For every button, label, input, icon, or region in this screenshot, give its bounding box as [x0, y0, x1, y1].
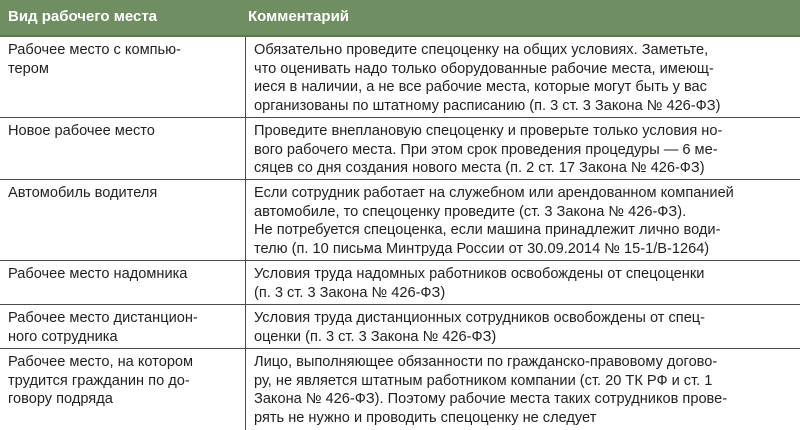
table-row	[0, 305, 800, 349]
comment-cell: Если сотрудник работает на служебном или арендованном компанией автомобиле, то спецоценку проведите (ст. 3 Закона № 426-ФЗ). Не потребуется спецоценка, если машина принадлежит лично води- телю (п. 10 письма Минтруда России от 30.09.2014 № 15-1/В-1264)	[254, 185, 734, 257]
table-row	[0, 37, 800, 118]
table-row	[0, 261, 800, 305]
comment-cell: Обязательно проведите спецоценку на общих условиях. Заметьте, что оценивать надо только оборудованные рабочие места, имеющ- иеся в наличии, а не все рабочие места, которые могут быть у вас организованы по штатному расписанию (п. 3 ст. 3 Закона № 426-ФЗ)	[254, 42, 721, 114]
table-row	[0, 349, 800, 430]
workplace-type-cell: Новое рабочее место	[0, 118, 246, 179]
header-comment: Комментарий	[248, 8, 350, 26]
comment-cell: Проведите внеплановую спецоценку и проверьте только условия но- вого рабочего места. При этом срок проведения процедуры — 6 ме- сяцев со дня создания нового места (п. 2 ст. 17 Закона № 426-ФЗ)	[254, 123, 723, 176]
header-workplace-type: Вид рабочего места	[8, 8, 158, 26]
workplace-type-cell: Рабочее место надомника	[0, 261, 246, 304]
comment-cell: Условия труда надомных работников освобождены от спецоценки (п. 3 ст. 3 Закона № 426-ФЗ)	[254, 266, 705, 301]
workplace-type-cell: Рабочее место, на котором трудится гражданин по до- говору подряда	[0, 349, 246, 430]
workplace-type-cell: Автомобиль водителя	[0, 180, 246, 260]
table-row	[0, 180, 800, 261]
table-header	[0, 0, 800, 37]
workplace-type-cell: Рабочее место с компью- тером	[0, 37, 246, 117]
workplace-type-cell: Рабочее место дистанцион- ного сотрудника	[0, 305, 246, 348]
table-row	[0, 118, 800, 180]
comment-cell: Лицо, выполняющее обязанности по гражданско-правовому догово- ру, не является штатным работником компании (ст. 20 ТК РФ и ст. 1 Закона № 426-ФЗ). Поэтому рабочие места таких сотрудников прове- рять не нужно и проводить спецоценку не следует	[254, 354, 728, 426]
comment-cell: Условия труда дистанционных сотрудников освобождены от спец- оценки (п. 3 ст. 3 Закона № 426-ФЗ)	[254, 310, 706, 345]
